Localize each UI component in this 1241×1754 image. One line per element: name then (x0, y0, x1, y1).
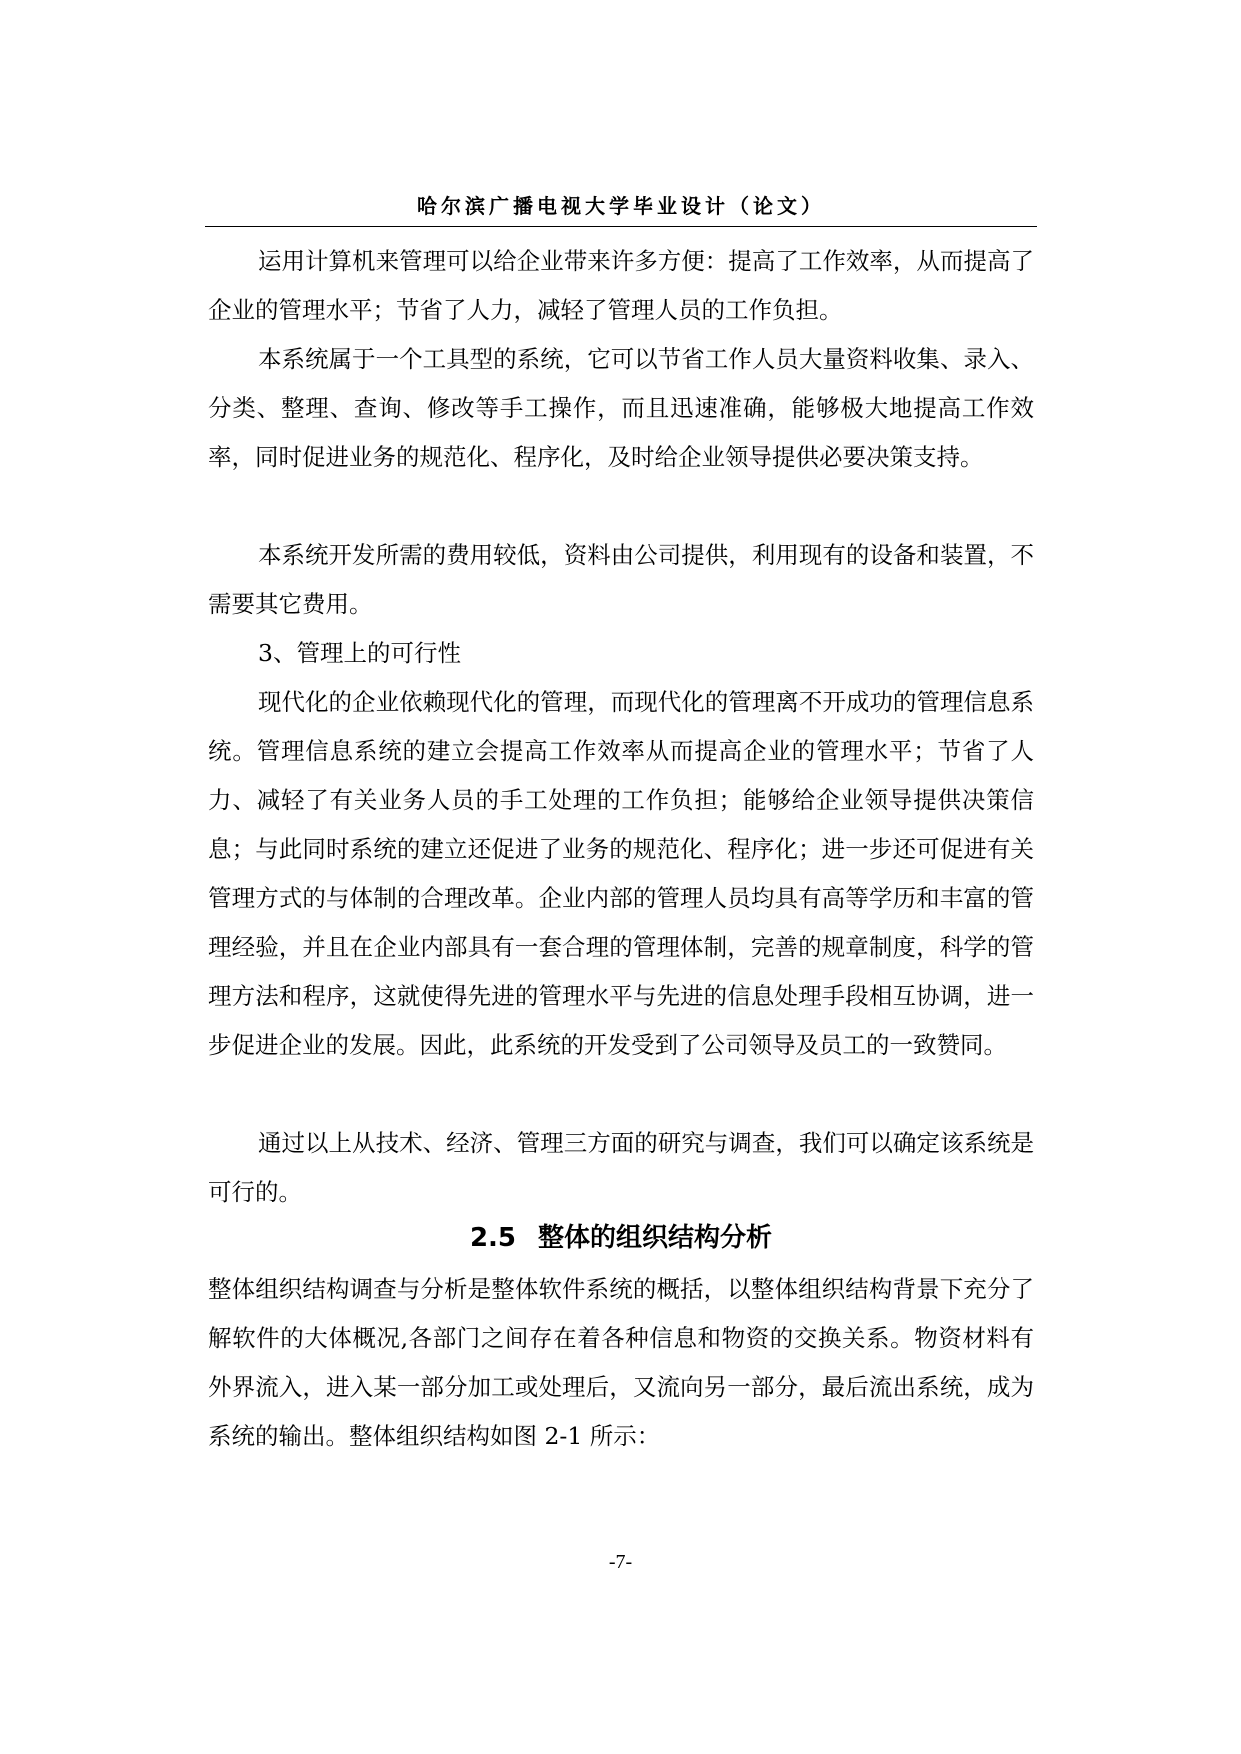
section-heading (208, 1218, 1034, 1258)
header-divider (205, 226, 1037, 227)
paragraph-modern-management: 现代化的企业依赖现代化的管理，而现代化的管理离不开成功的管理信息系统。管理信息系统的建立会提高工作效率从而提高企业的管理水平；节省了人力、减轻了有关业务人员的手工处理的工作负担；能够给企业领导提供决策信息；与此同时系统的建立还促进了业务的规范化、程序化；进一步还可促进有关管理方式的与体制的合理改革。企业内部的管理人员均具有高等学历和丰富的管理经验，并且在企业内部具有一套合理的管理体制，完善的规章制度，科学的管理方法和程序，这就使得先进的管理水平与先进的信息处理手段相互协调，进一步促进企业的发展。因此，此系统的开发受到了公司领导及员工的一致赞同。 (208, 688, 1034, 1059)
page-number: -7- (608, 1551, 633, 1573)
paragraph-management-feasibility-heading: 3、管理上的可行性 (258, 639, 461, 667)
paragraph-feasibility-conclusion: 通过以上从技术、经济、管理三方面的研究与调查，我们可以确定该系统是可行的。 (208, 1129, 1034, 1206)
paragraph-computer-management: 运用计算机来管理可以给企业带来许多方便：提高了工作效率，从而提高了企业的管理水平；节省了人力，减轻了管理人员的工作负担。 (208, 247, 1034, 324)
paragraph-tool-system: 本系统属于一个工具型的系统，它可以节省工作人员大量资料收集、录入、分类、整理、查询、修改等手工操作，而且迅速准确，能够极大地提高工作效率，同时促进业务的规范化、程序化，及时给企业领导提供必要决策支持。 (208, 345, 1034, 471)
section-number: 2.5 (469, 1223, 517, 1253)
paragraph-development-cost: 本系统开发所需的费用较低，资料由公司提供，利用现有的设备和装置，不需要其它费用。 (208, 541, 1034, 618)
section-title-text: 整体的组织结构分析 (538, 1223, 773, 1253)
page-header-title: 哈尔滨广播电视大学毕业设计（论文） (417, 194, 825, 218)
paragraph-organization-analysis: 整体组织结构调查与分析是整体软件系统的概括，以整体组织结构背景下充分了解软件的大体概况,各部门之间存在着各种信息和物资的交换关系。物资材料有外界流入，进入某一部分加工或处理后，又流向另一部分，最后流出系统，成为系统的输出。整体组织结构如图 2-1 所示： (208, 1275, 1034, 1450)
